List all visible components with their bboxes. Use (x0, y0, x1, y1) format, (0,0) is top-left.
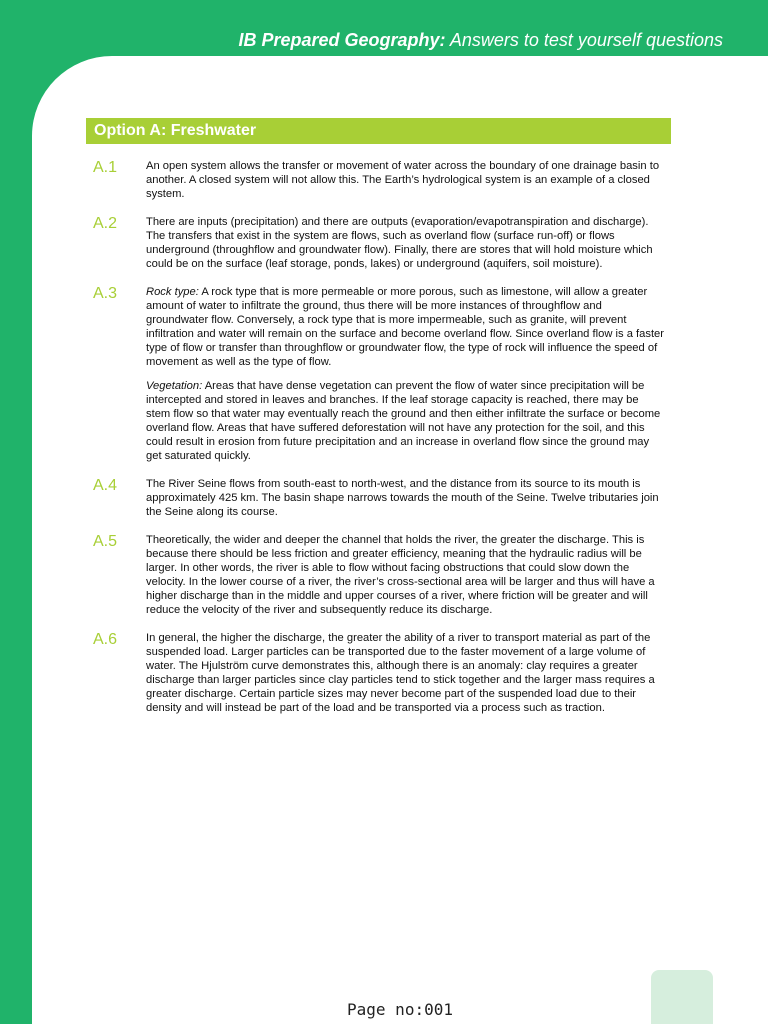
answer-body (146, 285, 665, 463)
answer-paragraph (146, 285, 665, 369)
page-number: Page no:001 (347, 1000, 453, 1019)
answer-id: A.6 (93, 631, 118, 648)
answer-id: A.3 (93, 285, 118, 302)
answer-id: A.5 (93, 533, 118, 550)
answer-item (93, 159, 665, 201)
header-brand: IB Prepared Geography: (238, 30, 446, 50)
answer-body (146, 215, 665, 271)
answer-text: There are inputs (precipitation) and there are outputs (evaporation/evapotranspiration and discharge). The transfers that exist in the system are flows, such as overland flow (surface run-off) or flows underground (throughflow and groundwater flow). Finally, there are stores that will hold moisture which could be on the surface (leaf storage, ponds, lakes) or underground (aquifers, soil moisture). (146, 216, 653, 270)
answer-paragraph (146, 477, 665, 519)
answer-body (146, 533, 665, 617)
header-subtitle: Answers to test yourself questions (445, 30, 723, 50)
answer-item (93, 533, 665, 617)
answer-item (93, 285, 665, 463)
answer-id: A.4 (93, 477, 118, 494)
answer-item (93, 631, 665, 715)
answer-item (93, 477, 665, 519)
answer-body (146, 631, 665, 715)
answer-text: In general, the higher the discharge, the greater the ability of a river to transport material as part of the suspended load. Larger particles can be transported due to the faster movement of a large volume of water. The Hjulström curve demonstrates this, although there is an anomaly: clay requires a greater discharge than larger particles since clay particles tend to stick together and the larger mass requires a greater discharge. Certain particle sizes may never become part of the suspended load due to their density and will instead be part of the load and be transported via a process such as traction. (146, 632, 655, 714)
answer-paragraph (146, 631, 665, 715)
page-sheet (32, 56, 768, 1024)
paragraph-lead: Rock type: (146, 286, 199, 298)
answer-item (93, 215, 665, 271)
answer-paragraph (146, 159, 665, 201)
answer-text: Areas that have dense vegetation can prevent the flow of water since precipitation will be intercepted and stored in leaves and branches. If the leaf storage capacity is reached, there may be stem flow so that water may eventually reach the ground and then either infiltrate the surface or become overland flow. Areas that have suffered deforestation will not have any protection for the soil, and this could result in erosion from future precipitation and an increase in overland flow since the ground may get saturated quickly. (146, 380, 661, 462)
answer-text: An open system allows the transfer or movement of water across the boundary of one drainage basin to another. A closed system will not allow this. The Earth’s hydrological system is an example of a closed system. (146, 160, 660, 200)
answer-paragraph (146, 379, 665, 463)
answer-paragraph (146, 215, 665, 271)
section-title: Option A: Freshwater (86, 118, 671, 144)
answer-body (146, 159, 665, 201)
paragraph-lead: Vegetation: (146, 380, 203, 392)
answers-list (93, 159, 665, 729)
answer-body (146, 477, 665, 519)
answer-text: Theoretically, the wider and deeper the channel that holds the river, the greater the discharge. This is because there should be less friction and greater efficiency, meaning that the hydraulic radius will be larger. In other words, the river is able to flow without facing obstructions that could slow down the velocity. In the lower course of a river, the river’s cross-sectional area will be larger and thus will have a higher discharge than in the middle and upper courses of a river, where friction will be greater and will reduce the velocity of the river and subsequently reduce its discharge. (146, 534, 655, 616)
answer-paragraph (146, 533, 665, 617)
header-title (238, 30, 723, 51)
answer-text: A rock type that is more permeable or more porous, such as limestone, will allow a greater amount of water to infiltrate the ground, thus there will be more instances of throughflow and groundwater flow. Conversely, a rock type that is more impermeable, such as granite, will prevent infiltration and water will remain on the surface and become overland flow. Since overland flow is a faster type of flow or transfer than throughflow or groundwater flow, the type of rock will influence the speed of movement as well as the type of flow. (146, 286, 665, 368)
answer-id: A.2 (93, 215, 118, 232)
answer-id: A.1 (93, 159, 118, 176)
answer-text: The River Seine flows from south-east to north-west, and the distance from its source to its mouth is approximately 425 km. The basin shape narrows towards the mouth of the Seine. Twelve tributaries join the Seine along its course. (146, 478, 659, 518)
